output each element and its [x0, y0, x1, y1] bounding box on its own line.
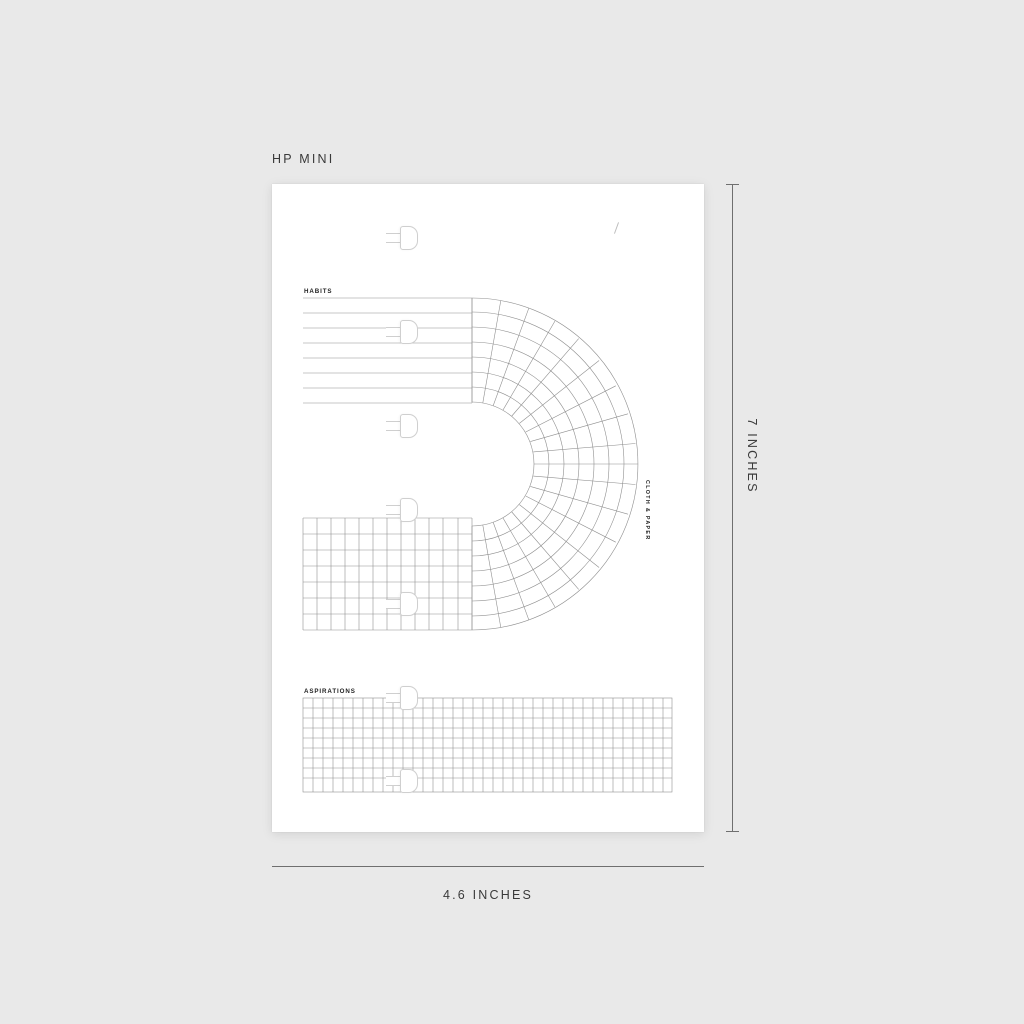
habits-arc-grid	[472, 298, 638, 630]
aspirations-section-label: ASPIRATIONS	[304, 688, 356, 695]
page-line-art	[272, 184, 704, 832]
habits-ruled-lines	[303, 298, 472, 403]
planner-page	[272, 184, 704, 832]
height-dimension-label: 7 INCHES	[745, 418, 759, 494]
product-title: HP MINI	[272, 152, 335, 166]
habits-section-label: HABITS	[304, 288, 333, 295]
width-dimension-label: 4.6 INCHES	[442, 888, 534, 902]
height-guide-cap-bottom	[726, 831, 739, 832]
aspirations-grid	[303, 698, 672, 792]
height-guide-cap-top	[726, 184, 739, 185]
width-guide-line	[272, 866, 704, 867]
habits-lower-grid	[303, 518, 472, 630]
brand-mark: CLOTH & PAPER	[644, 480, 650, 541]
height-guide-line	[732, 184, 733, 832]
